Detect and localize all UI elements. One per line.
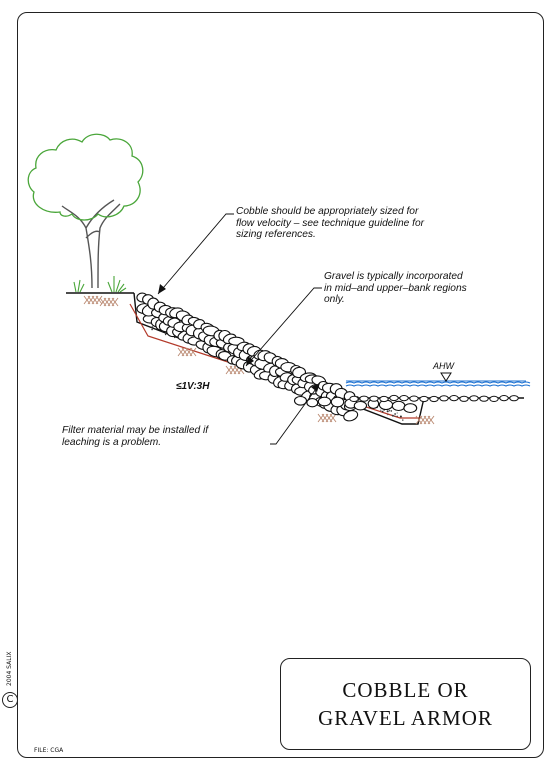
copyright-icon: C	[2, 692, 18, 708]
tree-canopy	[28, 134, 143, 220]
slope-ratio-label: ≤1V:3H	[176, 381, 210, 392]
gravel-dot	[387, 410, 389, 412]
gravel-dot	[402, 419, 403, 420]
cobble-stone	[318, 397, 330, 406]
toe-stone	[410, 396, 418, 401]
gravel-dot	[151, 326, 153, 328]
soil-hatch	[428, 416, 434, 424]
toe-stones	[350, 395, 518, 401]
toe-stone	[430, 396, 438, 401]
toe-stone	[470, 396, 478, 401]
cobble-stone	[354, 402, 366, 410]
toe-stone	[500, 396, 508, 401]
soil-hatch	[330, 414, 336, 422]
cobble-stone	[404, 404, 417, 413]
toe-stone	[460, 396, 468, 401]
toe-stone	[380, 396, 388, 401]
toe-stone	[350, 396, 358, 401]
gravel-dot	[397, 416, 398, 417]
cobble-leader	[158, 214, 234, 294]
water-level-marker-icon	[441, 373, 451, 381]
gravel-dot	[390, 410, 392, 412]
title-line-1: COBBLE OR	[342, 678, 469, 702]
gravel-dot	[380, 410, 381, 411]
tree-icon	[28, 134, 143, 288]
title-line-2: GRAVEL ARMOR	[318, 706, 493, 730]
gravel-dot	[382, 411, 384, 413]
tree-trunk	[62, 200, 120, 288]
gravel-dot	[165, 334, 166, 335]
toe-stone	[390, 395, 398, 400]
cobble-note: Cobble should be appropriately sized for flow velocity – see technique guideline for sizing references.	[236, 206, 425, 241]
toe-stone	[450, 396, 458, 401]
grass-icon	[74, 276, 126, 292]
toe-stone	[480, 396, 488, 401]
toe-stone	[360, 396, 368, 401]
gravel-dot	[394, 416, 395, 417]
gravel-dot	[155, 328, 156, 329]
toe-stone	[370, 396, 378, 401]
copyright-text: 2004 SALIX	[6, 651, 13, 686]
gravel-dot	[394, 413, 396, 415]
gravel-dot	[389, 410, 390, 411]
gravel-dot	[400, 415, 402, 417]
soil-hatch	[190, 348, 196, 356]
toe-stone	[510, 396, 518, 401]
gravel-dot	[387, 414, 388, 415]
gravel-dot	[397, 412, 398, 413]
toe-stone	[420, 396, 428, 401]
toe-stone	[490, 396, 498, 401]
water-level-label: AHW	[433, 361, 454, 371]
toe-stone	[440, 396, 448, 401]
file-label: FILE: CGA	[34, 747, 64, 754]
gravel-dot	[392, 415, 394, 417]
cobble-stone	[392, 401, 405, 410]
cobble-armor	[137, 293, 417, 423]
title-block	[280, 658, 531, 750]
gravel-note: Gravel is typically incorporated in mid–and upper–bank regions only.	[324, 271, 467, 306]
water-surface	[346, 381, 530, 386]
soil-hatch	[112, 298, 118, 306]
cobble-stone	[331, 397, 343, 407]
gravel-dot	[151, 329, 153, 331]
filter-note: Filter material may be installed if leaching is a problem.	[62, 425, 209, 448]
toe-stone	[400, 396, 408, 401]
